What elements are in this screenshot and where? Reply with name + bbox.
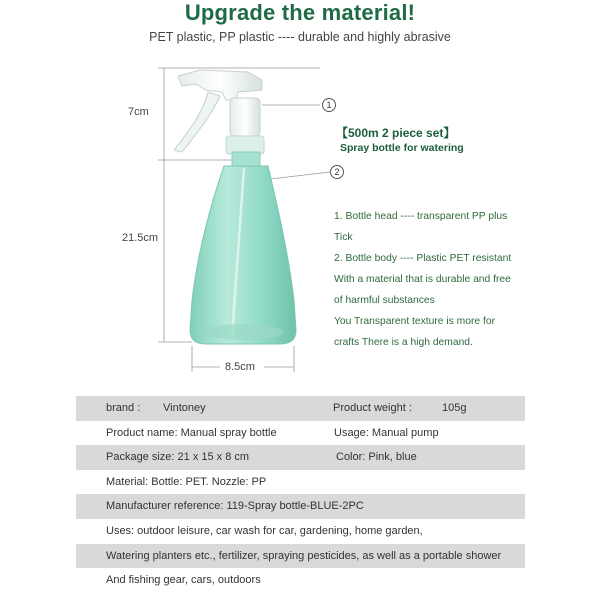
spec-row-material bbox=[76, 470, 525, 495]
head-height-label: 7cm bbox=[128, 106, 149, 118]
body-height-label: 21.5cm bbox=[122, 232, 159, 244]
package-size: Package size: 21 x 15 x 8 cm bbox=[106, 451, 250, 464]
spec-row-brand bbox=[76, 396, 525, 421]
material: Material: Bottle: PET. Nozzle: PP bbox=[106, 475, 267, 488]
product-name: Product name: Manual spray bottle bbox=[106, 426, 277, 439]
description-line: crafts There is a high demand. bbox=[334, 337, 473, 348]
spec-row-uses-1 bbox=[76, 519, 525, 544]
spec-table bbox=[76, 396, 525, 593]
set-subtitle: Spray bottle for watering bbox=[340, 142, 464, 154]
description-line: You Transparent texture is more for bbox=[334, 316, 496, 327]
spec-row-uses-2 bbox=[76, 544, 525, 569]
brand-value: Vintoney bbox=[163, 402, 206, 414]
width-label: 8.5cm bbox=[225, 361, 255, 373]
weight-label: Product weight : bbox=[333, 402, 412, 414]
page-subtitle: PET plastic, PP plastic ---- durable and highly abrasive bbox=[149, 30, 451, 44]
set-title: 【500m 2 piece set】 bbox=[336, 126, 456, 140]
spec-row-uses-3 bbox=[76, 568, 525, 593]
description-line: 2. Bottle body ---- Plastic PET resistant bbox=[334, 253, 512, 264]
usage: Usage: Manual pump bbox=[334, 426, 439, 439]
page-title: Upgrade the material! bbox=[184, 0, 416, 25]
color: Color: Pink, blue bbox=[336, 451, 417, 464]
manufacturer-reference: Manufacturer reference: 119-Spray bottle-BLUE-2PC bbox=[106, 500, 364, 513]
callout-marker-2: 2 bbox=[330, 165, 344, 179]
description-block bbox=[334, 206, 534, 353]
callout-marker-1: 1 bbox=[322, 98, 336, 112]
uses-line-3: And fishing gear, cars, outdoors bbox=[106, 574, 261, 587]
spec-row-name bbox=[76, 421, 525, 446]
description-line: Tick bbox=[334, 232, 353, 243]
uses-line-1: Uses: outdoor leisure, car wash for car, gardening, home garden, bbox=[106, 524, 423, 537]
weight-value: 105g bbox=[442, 402, 467, 414]
description-line: 1. Bottle head ---- transparent PP plus bbox=[334, 211, 508, 222]
trigger-head bbox=[174, 70, 264, 154]
description-line: With a material that is durable and free bbox=[334, 274, 511, 285]
spec-row-reference bbox=[76, 494, 525, 519]
brand-label: brand : bbox=[106, 402, 141, 414]
uses-line-2: Watering planters etc., fertilizer, spraying pesticides, as well as a portable shower bbox=[106, 549, 502, 562]
bottle-body bbox=[190, 152, 296, 344]
spec-row-package bbox=[76, 445, 525, 470]
description-line: of harmful substances bbox=[334, 295, 435, 306]
